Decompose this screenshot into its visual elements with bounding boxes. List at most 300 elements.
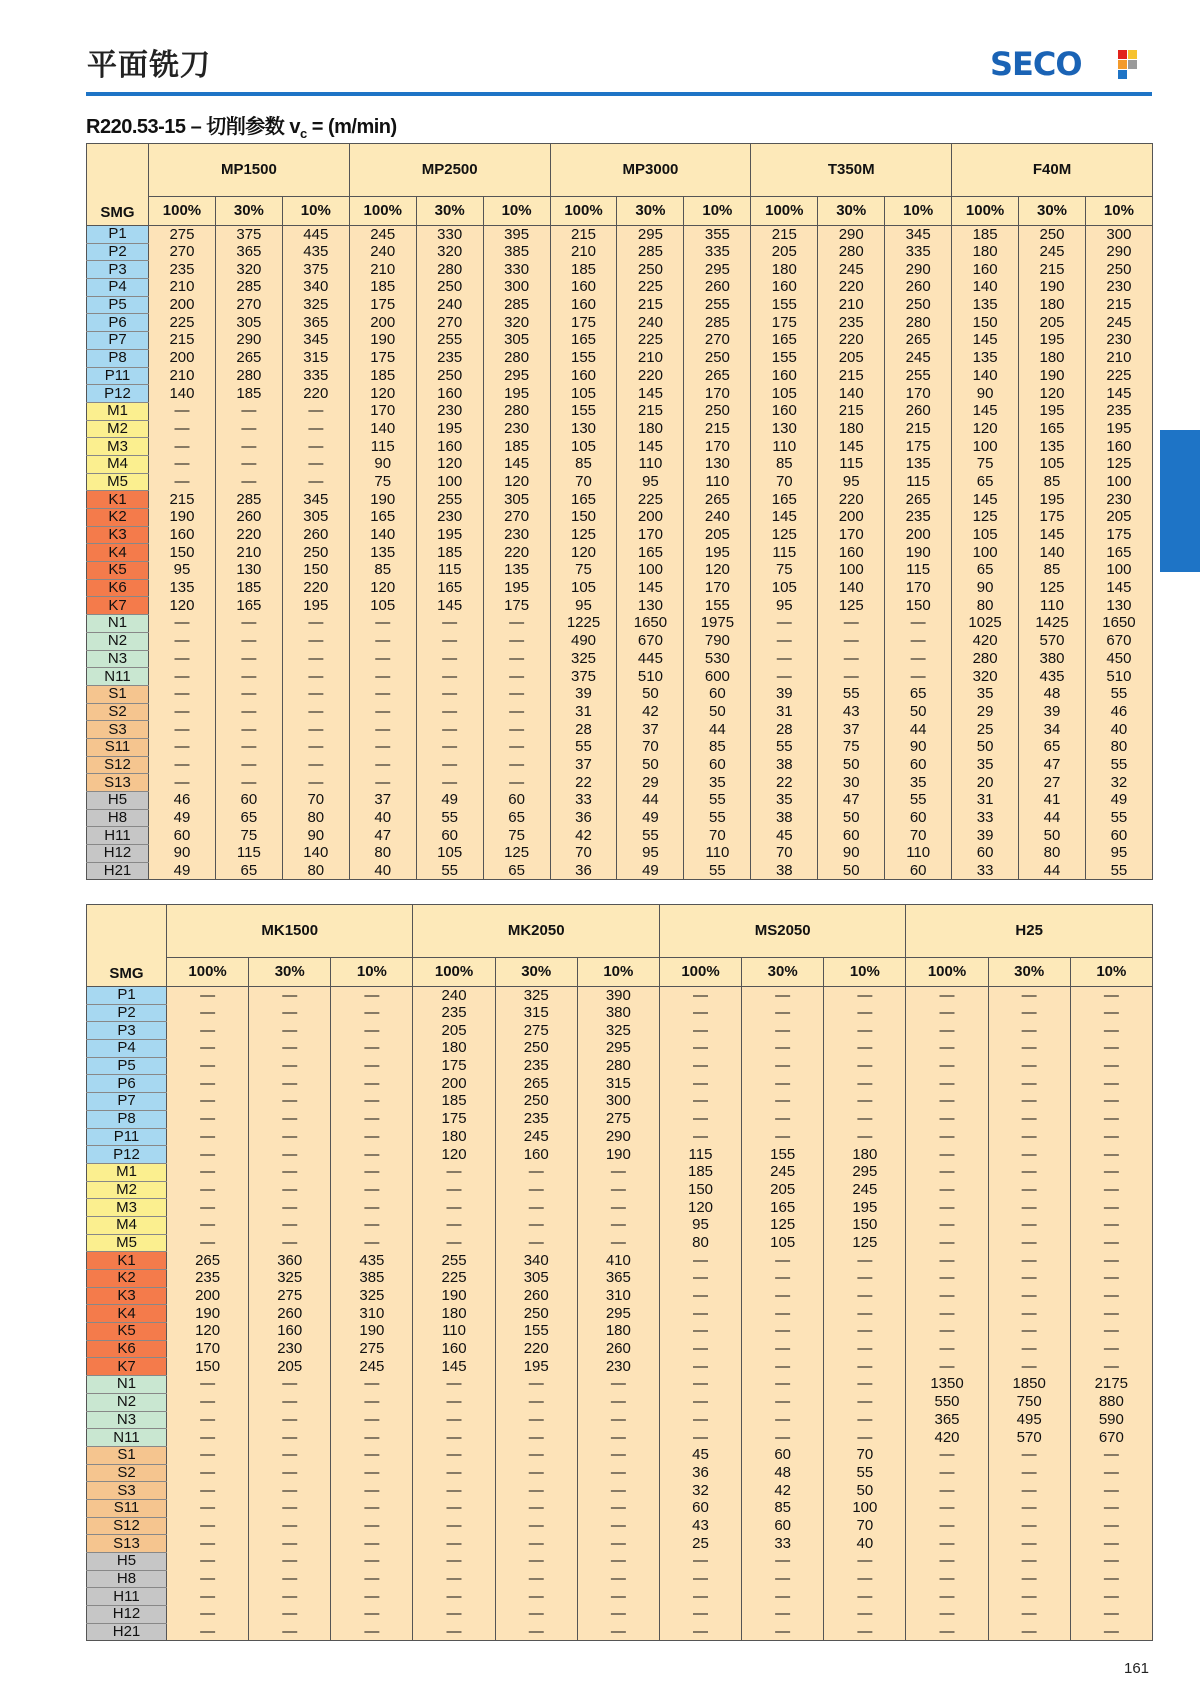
speed-cell: — bbox=[249, 1482, 331, 1500]
speed-cell: — bbox=[167, 1199, 249, 1217]
speed-cell: — bbox=[495, 1606, 577, 1624]
smg-cell: N11 bbox=[87, 1429, 167, 1447]
speed-cell: — bbox=[495, 1517, 577, 1535]
table-row bbox=[87, 615, 1153, 633]
speed-cell: 160 bbox=[550, 279, 617, 297]
speed-cell: 395 bbox=[483, 226, 550, 244]
speed-cell: 195 bbox=[483, 579, 550, 597]
speed-cell: — bbox=[988, 1340, 1070, 1358]
speed-cell: 190 bbox=[1019, 279, 1086, 297]
speed-cell: 550 bbox=[906, 1393, 988, 1411]
speed-cell: — bbox=[495, 1234, 577, 1252]
table-row bbox=[87, 862, 1153, 880]
speed-cell: 160 bbox=[413, 1340, 495, 1358]
speed-cell: 195 bbox=[495, 1358, 577, 1376]
speed-cell: 175 bbox=[349, 349, 416, 367]
speed-cell: — bbox=[577, 1216, 659, 1234]
speed-cell: — bbox=[167, 1464, 249, 1482]
speed-cell: — bbox=[742, 1323, 824, 1341]
speed-cell: — bbox=[1070, 1075, 1152, 1093]
speed-cell: — bbox=[331, 1163, 413, 1181]
speed-cell: 230 bbox=[1085, 332, 1152, 350]
smg-cell: K5 bbox=[87, 1323, 167, 1341]
speed-cell: — bbox=[349, 650, 416, 668]
speed-cell: 90 bbox=[818, 845, 885, 863]
speed-cell: 325 bbox=[577, 1022, 659, 1040]
speed-cell: 200 bbox=[149, 349, 216, 367]
speed-cell: 1650 bbox=[1085, 615, 1152, 633]
speed-cell: 90 bbox=[885, 738, 952, 756]
grade-header: MP3000 bbox=[550, 144, 751, 197]
table-row bbox=[87, 562, 1153, 580]
speed-cell: 45 bbox=[659, 1446, 741, 1464]
speed-cell: — bbox=[331, 1606, 413, 1624]
table-row bbox=[87, 685, 1153, 703]
speed-cell: 255 bbox=[885, 367, 952, 385]
speed-cell: 31 bbox=[751, 703, 818, 721]
speed-cell: 35 bbox=[684, 774, 751, 792]
speed-cell: 295 bbox=[577, 1040, 659, 1058]
speed-cell: — bbox=[413, 1570, 495, 1588]
speed-cell: — bbox=[1070, 1163, 1152, 1181]
speed-cell: — bbox=[249, 1376, 331, 1394]
speed-cell: — bbox=[988, 1216, 1070, 1234]
speed-cell: — bbox=[906, 1323, 988, 1341]
speed-cell: 35 bbox=[751, 792, 818, 810]
smg-cell: N3 bbox=[87, 1411, 167, 1429]
table-row bbox=[87, 332, 1153, 350]
speed-cell: 55 bbox=[684, 809, 751, 827]
percent-header: 30% bbox=[742, 958, 824, 987]
speed-cell: — bbox=[906, 1040, 988, 1058]
speed-cell: 280 bbox=[416, 261, 483, 279]
speed-cell: — bbox=[659, 1340, 741, 1358]
smg-cell: P2 bbox=[87, 243, 149, 261]
speed-cell: 100 bbox=[824, 1499, 906, 1517]
table-row bbox=[87, 1004, 1153, 1022]
speed-cell: — bbox=[215, 473, 282, 491]
speed-cell: 200 bbox=[818, 509, 885, 527]
speed-cell: 49 bbox=[149, 862, 216, 880]
speed-cell: 70 bbox=[550, 473, 617, 491]
speed-cell: — bbox=[577, 1181, 659, 1199]
speed-cell: — bbox=[249, 1517, 331, 1535]
speed-cell: 160 bbox=[495, 1146, 577, 1164]
smg-cell: S12 bbox=[87, 1517, 167, 1535]
speed-cell: — bbox=[331, 1216, 413, 1234]
speed-cell: — bbox=[988, 1517, 1070, 1535]
smg-cell: K3 bbox=[87, 526, 149, 544]
speed-cell: 305 bbox=[215, 314, 282, 332]
speed-cell: — bbox=[1070, 1482, 1152, 1500]
speed-cell: — bbox=[495, 1163, 577, 1181]
speed-cell: — bbox=[906, 1110, 988, 1128]
table-row bbox=[87, 1146, 1153, 1164]
smg-cell: P5 bbox=[87, 296, 149, 314]
speed-cell: 36 bbox=[550, 862, 617, 880]
speed-cell: — bbox=[577, 1163, 659, 1181]
table-row bbox=[87, 509, 1153, 527]
speed-cell: — bbox=[906, 1570, 988, 1588]
speed-cell: 345 bbox=[885, 226, 952, 244]
speed-cell: — bbox=[906, 1146, 988, 1164]
speed-cell: 60 bbox=[659, 1499, 741, 1517]
speed-cell: 235 bbox=[495, 1057, 577, 1075]
speed-cell: 105 bbox=[751, 579, 818, 597]
speed-cell: 320 bbox=[416, 243, 483, 261]
speed-cell: — bbox=[824, 987, 906, 1005]
speed-cell: — bbox=[742, 1411, 824, 1429]
page-number: 161 bbox=[1124, 1660, 1150, 1677]
speed-cell: 135 bbox=[952, 296, 1019, 314]
speed-cell: — bbox=[659, 1057, 741, 1075]
speed-cell: 85 bbox=[349, 562, 416, 580]
speed-cell: 445 bbox=[617, 650, 684, 668]
speed-cell: — bbox=[331, 1146, 413, 1164]
speed-cell: 70 bbox=[617, 738, 684, 756]
speed-cell: 43 bbox=[818, 703, 885, 721]
speed-cell: — bbox=[215, 721, 282, 739]
speed-cell: — bbox=[742, 1270, 824, 1288]
speed-cell: 205 bbox=[413, 1022, 495, 1040]
smg-cell: P11 bbox=[87, 1128, 167, 1146]
speed-cell: 70 bbox=[684, 827, 751, 845]
speed-cell: 195 bbox=[1019, 491, 1086, 509]
speed-cell: 165 bbox=[416, 579, 483, 597]
speed-cell: 385 bbox=[483, 243, 550, 261]
speed-cell: — bbox=[577, 1517, 659, 1535]
speed-cell: — bbox=[495, 1446, 577, 1464]
speed-cell: 55 bbox=[684, 862, 751, 880]
table-row bbox=[87, 1499, 1153, 1517]
speed-cell: 90 bbox=[349, 455, 416, 473]
speed-cell: 235 bbox=[818, 314, 885, 332]
subtitle-main: R220.53-15 – 切削参数 v bbox=[86, 116, 300, 138]
speed-cell: 115 bbox=[349, 438, 416, 456]
speed-cell: 140 bbox=[282, 845, 349, 863]
speed-cell: — bbox=[988, 987, 1070, 1005]
percent-header: 30% bbox=[416, 197, 483, 226]
table-row bbox=[87, 845, 1153, 863]
speed-cell: — bbox=[282, 668, 349, 686]
speed-cell: 160 bbox=[952, 261, 1019, 279]
speed-cell: 435 bbox=[282, 243, 349, 261]
speed-cell: 245 bbox=[331, 1358, 413, 1376]
speed-cell: 90 bbox=[149, 845, 216, 863]
speed-cell: 335 bbox=[282, 367, 349, 385]
speed-cell: 75 bbox=[215, 827, 282, 845]
speed-cell: 280 bbox=[483, 402, 550, 420]
speed-cell: 105 bbox=[550, 579, 617, 597]
speed-cell: 185 bbox=[413, 1093, 495, 1111]
speed-cell: 105 bbox=[550, 438, 617, 456]
smg-cell: H11 bbox=[87, 827, 149, 845]
speed-cell: 33 bbox=[550, 792, 617, 810]
speed-cell: 225 bbox=[1085, 367, 1152, 385]
speed-cell: — bbox=[149, 703, 216, 721]
speed-cell: 230 bbox=[483, 420, 550, 438]
speed-cell: 65 bbox=[215, 862, 282, 880]
speed-cell: 190 bbox=[331, 1323, 413, 1341]
speed-cell: — bbox=[495, 1499, 577, 1517]
speed-cell: — bbox=[215, 703, 282, 721]
table-row bbox=[87, 1022, 1153, 1040]
speed-cell: 135 bbox=[483, 562, 550, 580]
speed-cell: 590 bbox=[1070, 1411, 1152, 1429]
speed-cell: 285 bbox=[215, 279, 282, 297]
table-row bbox=[87, 1553, 1153, 1571]
speed-cell: 135 bbox=[149, 579, 216, 597]
smg-cell: P1 bbox=[87, 987, 167, 1005]
speed-cell: 250 bbox=[416, 367, 483, 385]
speed-cell: 42 bbox=[742, 1482, 824, 1500]
speed-cell: 265 bbox=[215, 349, 282, 367]
speed-cell: 31 bbox=[550, 703, 617, 721]
table-row bbox=[87, 1093, 1153, 1111]
percent-header: 10% bbox=[1070, 958, 1152, 987]
speed-cell: 105 bbox=[550, 385, 617, 403]
speed-cell: — bbox=[483, 632, 550, 650]
speed-cell: — bbox=[249, 1588, 331, 1606]
speed-cell: — bbox=[659, 1040, 741, 1058]
speed-cell: — bbox=[495, 1411, 577, 1429]
speed-cell: — bbox=[659, 1004, 741, 1022]
speed-cell: — bbox=[742, 1429, 824, 1447]
speed-cell: — bbox=[249, 1057, 331, 1075]
speed-cell: — bbox=[988, 1181, 1070, 1199]
speed-cell: — bbox=[659, 1429, 741, 1447]
speed-cell: — bbox=[742, 1358, 824, 1376]
speed-cell: — bbox=[824, 1340, 906, 1358]
speed-cell: — bbox=[988, 1305, 1070, 1323]
speed-cell: 105 bbox=[751, 385, 818, 403]
speed-cell: — bbox=[167, 1446, 249, 1464]
speed-cell: 215 bbox=[149, 491, 216, 509]
speed-cell: 150 bbox=[167, 1358, 249, 1376]
speed-cell: 225 bbox=[617, 491, 684, 509]
speed-cell: 60 bbox=[149, 827, 216, 845]
speed-cell: 205 bbox=[1085, 509, 1152, 527]
speed-cell: — bbox=[988, 1553, 1070, 1571]
smg-cell: M3 bbox=[87, 438, 149, 456]
speed-cell: 35 bbox=[885, 774, 952, 792]
speed-cell: 55 bbox=[617, 827, 684, 845]
speed-cell: 250 bbox=[282, 544, 349, 562]
speed-cell: 170 bbox=[684, 438, 751, 456]
speed-cell: 39 bbox=[550, 685, 617, 703]
speed-cell: — bbox=[416, 774, 483, 792]
speed-cell: 150 bbox=[952, 314, 1019, 332]
speed-cell: — bbox=[988, 1252, 1070, 1270]
speed-cell: 375 bbox=[282, 261, 349, 279]
speed-cell: — bbox=[885, 632, 952, 650]
smg-cell: S13 bbox=[87, 774, 149, 792]
table-row bbox=[87, 526, 1153, 544]
speed-cell: 110 bbox=[751, 438, 818, 456]
speed-cell: 125 bbox=[550, 526, 617, 544]
speed-cell: 145 bbox=[617, 438, 684, 456]
speed-cell: 175 bbox=[413, 1110, 495, 1128]
speed-cell: — bbox=[167, 1004, 249, 1022]
table-row bbox=[87, 1128, 1153, 1146]
speed-cell: 50 bbox=[818, 862, 885, 880]
speed-cell: — bbox=[824, 1128, 906, 1146]
speed-cell: — bbox=[751, 650, 818, 668]
speed-cell: 220 bbox=[495, 1340, 577, 1358]
speed-cell: — bbox=[824, 1110, 906, 1128]
speed-cell: — bbox=[885, 615, 952, 633]
speed-cell: 200 bbox=[617, 509, 684, 527]
speed-cell: 215 bbox=[684, 420, 751, 438]
speed-cell: 140 bbox=[818, 385, 885, 403]
speed-cell: — bbox=[413, 1499, 495, 1517]
speed-cell: 47 bbox=[818, 792, 885, 810]
smg-cell: P8 bbox=[87, 1110, 167, 1128]
speed-cell: 170 bbox=[684, 385, 751, 403]
speed-cell: 225 bbox=[617, 332, 684, 350]
table-row bbox=[87, 1110, 1153, 1128]
smg-cell: K1 bbox=[87, 491, 149, 509]
speed-cell: — bbox=[1070, 987, 1152, 1005]
speed-cell: 250 bbox=[416, 279, 483, 297]
speed-cell: 310 bbox=[331, 1305, 413, 1323]
speed-cell: 245 bbox=[742, 1163, 824, 1181]
speed-cell: — bbox=[818, 650, 885, 668]
speed-cell: — bbox=[577, 1376, 659, 1394]
page-title: 平面铣刀 bbox=[87, 48, 211, 83]
speed-cell: — bbox=[1070, 1464, 1152, 1482]
smg-cell: K2 bbox=[87, 1270, 167, 1288]
speed-cell: 80 bbox=[952, 597, 1019, 615]
speed-cell: — bbox=[149, 615, 216, 633]
speed-cell: 160 bbox=[550, 296, 617, 314]
speed-cell: 130 bbox=[1085, 597, 1152, 615]
smg-cell: P7 bbox=[87, 332, 149, 350]
speed-cell: — bbox=[416, 650, 483, 668]
speed-cell: 1225 bbox=[550, 615, 617, 633]
speed-cell: 160 bbox=[249, 1323, 331, 1341]
table-row bbox=[87, 438, 1153, 456]
smg-cell: M2 bbox=[87, 420, 149, 438]
speed-cell: — bbox=[824, 1606, 906, 1624]
speed-cell: — bbox=[149, 756, 216, 774]
speed-cell: 65 bbox=[885, 685, 952, 703]
speed-cell: 280 bbox=[952, 650, 1019, 668]
speed-cell: — bbox=[495, 1216, 577, 1234]
speed-cell: 20 bbox=[952, 774, 1019, 792]
speed-cell: 295 bbox=[824, 1163, 906, 1181]
speed-cell: — bbox=[167, 1570, 249, 1588]
speed-cell: 365 bbox=[282, 314, 349, 332]
smg-cell: P4 bbox=[87, 1040, 167, 1058]
speed-cell: 670 bbox=[1070, 1429, 1152, 1447]
speed-cell: 320 bbox=[215, 261, 282, 279]
speed-cell: 145 bbox=[952, 402, 1019, 420]
speed-cell: 46 bbox=[1085, 703, 1152, 721]
speed-cell: — bbox=[249, 1216, 331, 1234]
speed-cell: 235 bbox=[416, 349, 483, 367]
speed-cell: 215 bbox=[149, 332, 216, 350]
speed-cell: — bbox=[906, 1216, 988, 1234]
speed-cell: 170 bbox=[818, 526, 885, 544]
table-row bbox=[87, 367, 1153, 385]
speed-cell: — bbox=[349, 685, 416, 703]
speed-cell: 230 bbox=[416, 509, 483, 527]
speed-cell: 25 bbox=[659, 1535, 741, 1553]
percent-header: 100% bbox=[659, 958, 741, 987]
speed-cell: 330 bbox=[416, 226, 483, 244]
speed-cell: — bbox=[659, 1376, 741, 1394]
table-row bbox=[87, 703, 1153, 721]
table-row bbox=[87, 473, 1153, 491]
speed-cell: — bbox=[1070, 1199, 1152, 1217]
speed-cell: 55 bbox=[416, 809, 483, 827]
speed-cell: 44 bbox=[617, 792, 684, 810]
logo-square-gray bbox=[1128, 60, 1137, 69]
speed-cell: — bbox=[906, 1535, 988, 1553]
percent-header: 10% bbox=[483, 197, 550, 226]
speed-cell: — bbox=[149, 420, 216, 438]
speed-cell: 155 bbox=[495, 1323, 577, 1341]
speed-cell: — bbox=[577, 1482, 659, 1500]
speed-cell: — bbox=[824, 1588, 906, 1606]
percent-header: 100% bbox=[550, 197, 617, 226]
speed-cell: 80 bbox=[349, 845, 416, 863]
smg-cell: K2 bbox=[87, 509, 149, 527]
speed-cell: 240 bbox=[413, 987, 495, 1005]
speed-cell: — bbox=[416, 668, 483, 686]
speed-cell: 1425 bbox=[1019, 615, 1086, 633]
speed-cell: 150 bbox=[282, 562, 349, 580]
speed-cell: — bbox=[282, 650, 349, 668]
table-row bbox=[87, 420, 1153, 438]
speed-cell: 27 bbox=[1019, 774, 1086, 792]
speed-cell: — bbox=[249, 1553, 331, 1571]
speed-cell: — bbox=[988, 1022, 1070, 1040]
cutting-data-table-2 bbox=[86, 904, 1153, 1641]
speed-cell: — bbox=[906, 1199, 988, 1217]
speed-cell: 60 bbox=[742, 1446, 824, 1464]
speed-cell: 60 bbox=[885, 809, 952, 827]
smg-cell: P6 bbox=[87, 314, 149, 332]
speed-cell: — bbox=[495, 1553, 577, 1571]
percent-header: 100% bbox=[952, 197, 1019, 226]
speed-cell: 50 bbox=[617, 756, 684, 774]
speed-cell: 220 bbox=[818, 491, 885, 509]
speed-cell: 90 bbox=[952, 579, 1019, 597]
speed-cell: 43 bbox=[659, 1517, 741, 1535]
percent-header: 100% bbox=[413, 958, 495, 987]
speed-cell: — bbox=[824, 1075, 906, 1093]
speed-cell: 205 bbox=[1019, 314, 1086, 332]
speed-cell: — bbox=[988, 1606, 1070, 1624]
speed-cell: 120 bbox=[349, 385, 416, 403]
speed-cell: — bbox=[742, 1057, 824, 1075]
table-row bbox=[87, 279, 1153, 297]
speed-cell: — bbox=[282, 756, 349, 774]
speed-cell: 100 bbox=[818, 562, 885, 580]
speed-cell: 220 bbox=[818, 279, 885, 297]
speed-cell: — bbox=[215, 756, 282, 774]
speed-cell: — bbox=[824, 1270, 906, 1288]
speed-cell: 95 bbox=[550, 597, 617, 615]
speed-cell: — bbox=[659, 1393, 741, 1411]
percent-header: 30% bbox=[495, 958, 577, 987]
speed-cell: — bbox=[906, 1022, 988, 1040]
speed-cell: — bbox=[824, 1040, 906, 1058]
speed-cell: — bbox=[215, 685, 282, 703]
cutting-data-table-1 bbox=[86, 143, 1153, 880]
